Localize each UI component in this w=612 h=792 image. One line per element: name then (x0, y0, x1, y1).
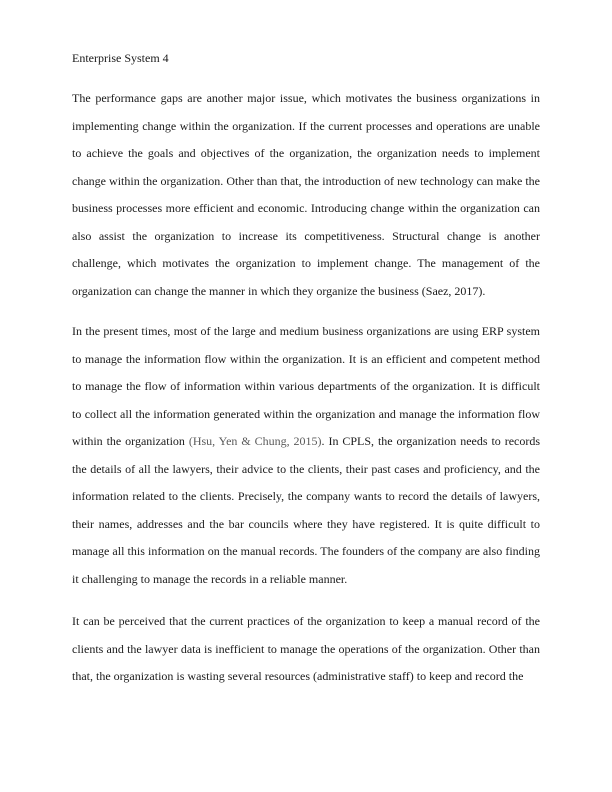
paragraph-1: The performance gaps are another major issue, which motivates the business organizations in implementing change within the organization. If the current processes and operations are unable to achieve the goals and objectives of the organization, the organization needs to implement change within the organization. Other than that, the introduction of new technology can make the business processes more efficient and economic. Introducing change within the organization can also assist the organization to increase its competitiveness. Structural change is another challenge, which motivates the organization to implement change. The management of the organization can change the manner in which they organize the business (Saez, 2017). (72, 91, 540, 298)
paragraph-2-text-a: In the present times, most of the large and medium business organizations are using ERP system to manage the information flow within the organization. It is an efficient and competent method to manage the flow of information within various departments of the organization. It is difficult to collect all the information generated within the organization and manage the information flow within the organization (72, 324, 540, 448)
paragraph-2 (72, 318, 540, 593)
citation: (Hsu, Yen & Chung, 2015) (188, 434, 322, 448)
running-head: Enterprise System 4 (72, 51, 169, 65)
paragraph-3: It can be perceived that the current practices of the organization to keep a manual record of the clients and the lawyer data is inefficient to manage the operations of the organization. Other than that, the organization is wasting several resources (administrative staff) to keep and record the (72, 614, 540, 683)
paragraph-2-text-b: . In CPLS, the organization needs to records the details of all the lawyers, their advice to the clients, their past cases and proficiency, and the information related to the clients. Precisely, the company wants to record the details of lawyers, their names, addresses and the bar councils where they have registered. It is quite difficult to manage all this information on the manual records. The founders of the company are also finding it challenging to manage the records in a reliable manner. (72, 434, 541, 586)
